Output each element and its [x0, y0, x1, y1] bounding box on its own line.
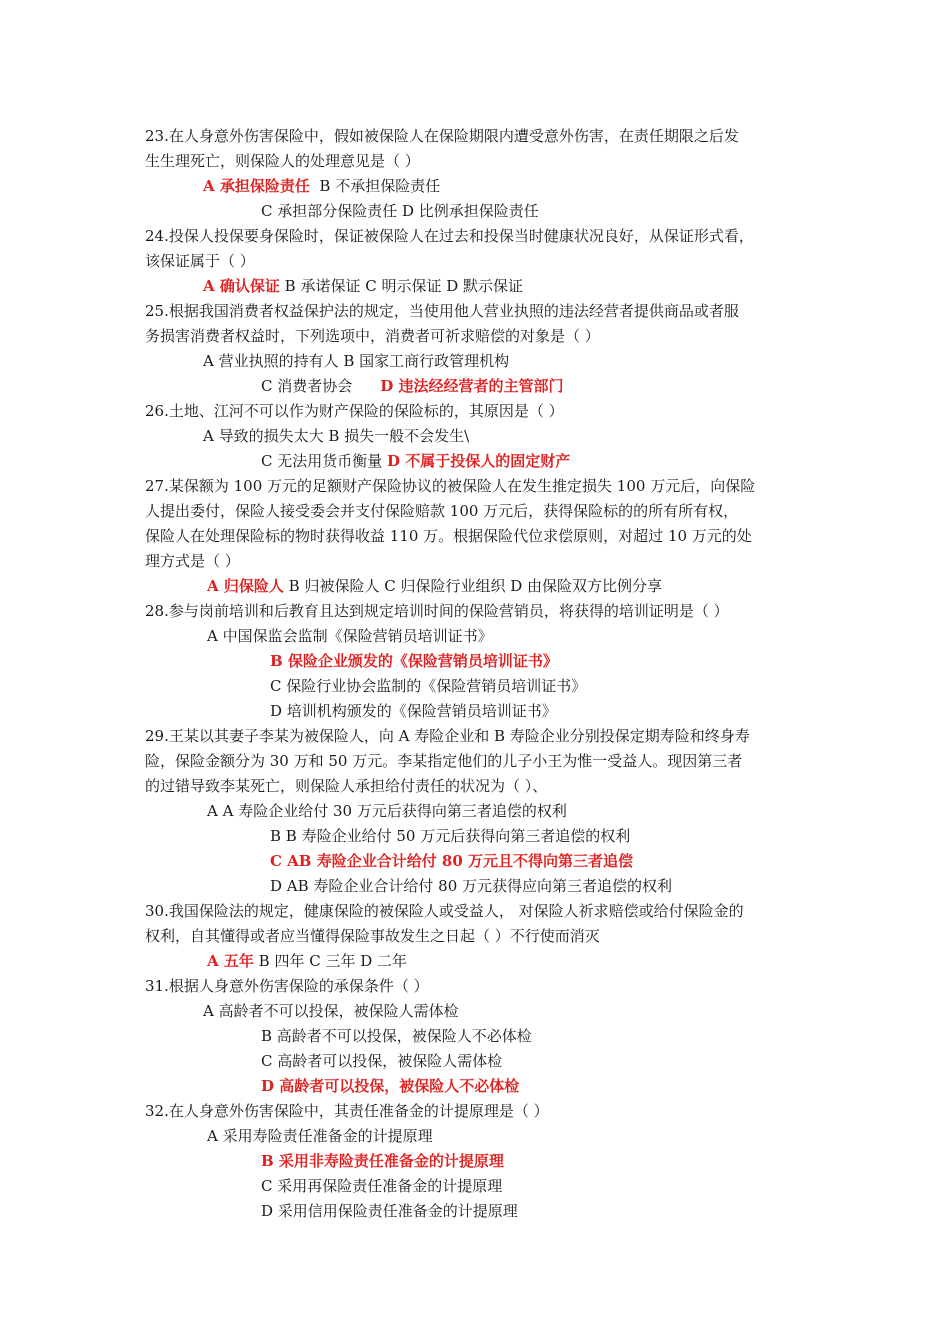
question-30-line-1: 30.我国保险法的规定，健康保险的被保险人或受益人， 对保险人祈求赔偿或给付保险金的 — [145, 902, 744, 920]
question-32-option-b-correct: B 采用非寿险责任准备金的计提原理 — [261, 1152, 504, 1170]
correct-answer: A 承担保险责任 — [203, 177, 310, 195]
question-31-option-a: A 高龄者不可以投保，被保险人需体检 — [203, 1002, 459, 1020]
question-32-line-1: 32.在人身意外伤害保险中，其责任准备金的计提原理是（ ） — [145, 1102, 549, 1120]
question-29-option-a: A A 寿险企业给付 30 万元后获得向第三者追偿的权利 — [207, 802, 567, 820]
question-27-line-2: 人提出委付，保险人接受委会并支付保险赔款 100 万元后，获得保险标的的所有所有权， — [145, 502, 739, 520]
question-27-options: A 归保险人 B 归被保险人 C 归保险行业组织 D 由保险双方比例分享 — [207, 577, 663, 595]
question-24-options: A 确认保证 B 承诺保证 C 明示保证 D 默示保证 — [203, 277, 524, 295]
question-27-line-4: 理方式是（ ） — [145, 552, 240, 570]
question-29-option-c-correct: C AB 寿险企业合计给付 80 万元且不得向第三者追偿 — [270, 852, 634, 870]
question-29-option-b: B B 寿险企业给付 50 万元后获得向第三者追偿的权利 — [270, 827, 631, 845]
question-31-option-d-correct: D 高龄者可以投保，被保险人不必体检 — [261, 1077, 520, 1095]
question-25-options-ab: A 营业执照的持有人 B 国家工商行政管理机构 — [203, 352, 510, 370]
question-29-line-1: 29.王某以其妻子李某为被保险人，向 A 寿险企业和 B 寿险企业分别投保定期寿险和终身寿 — [145, 727, 750, 745]
question-23-line-1: 23.在人身意外伤害保险中，假如被保险人在保险期限内遭受意外伤害，在责任期限之后发 — [145, 127, 739, 145]
question-32-option-a: A 采用寿险责任准备金的计提原理 — [207, 1127, 433, 1145]
question-27-line-1: 27.某保额为 100 万元的足额财产保险协议的被保险人在发生推定损失 100 万元后，向保险 — [145, 477, 756, 495]
question-26-options-ab: A 导致的损失太大 B 损失一般不会发生\ — [203, 427, 470, 445]
question-30-line-2: 权利，自其懂得或者应当懂得保险事故发生之日起（ ）不行使而消灭 — [145, 927, 600, 945]
question-23-line-2: 生生理死亡，则保险人的处理意见是（ ） — [145, 152, 420, 170]
question-30-options: A 五年 B 四年 C 三年 D 二年 — [207, 952, 408, 970]
question-28-option-b-correct: B 保险企业颁发的《保险营销员培训证书》 — [270, 652, 558, 670]
question-27-line-3: 保险人在处理保险标的物时获得收益 110 万。根据保险代位求偿原则，对超过 10 万元的处 — [145, 527, 752, 545]
question-32-option-d: D 采用信用保险责任准备金的计提原理 — [261, 1202, 518, 1220]
question-29-line-2: 险，保险金额分为 30 万和 50 万元。李某指定他们的儿子小王为惟一受益人。现因第三者 — [145, 752, 743, 770]
correct-answer: D 违法经经营者的主管部门 — [380, 377, 564, 395]
correct-answer: A 归保险人 — [207, 577, 284, 595]
question-26-line-1: 26.土地、江河不可以作为财产保险的保险标的，其原因是（ ） — [145, 402, 564, 420]
question-25-line-2: 务损害消费者权益时，下列选项中，消费者可祈求赔偿的对象是（ ） — [145, 327, 600, 345]
question-26-options-cd: C 无法用货币衡量 D 不属于投保人的固定财产 — [261, 452, 571, 470]
question-28-option-d: D 培训机构颁发的《保险营销员培训证书》 — [270, 702, 557, 720]
question-31-line-1: 31.根据人身意外伤害保险的承保条件（ ） — [145, 977, 429, 995]
correct-answer: A 确认保证 — [203, 277, 280, 295]
question-24-line-2: 该保证属于（ ） — [145, 252, 255, 270]
question-28-option-c: C 保险行业协会监制的《保险营销员培训证书》 — [270, 677, 587, 695]
question-23-options-cd: C 承担部分保险责任 D 比例承担保险责任 — [261, 202, 539, 220]
question-23-options-ab: A 承担保险责任 B 不承担保险责任 — [203, 177, 441, 195]
question-32-option-c: C 采用再保险责任准备金的计提原理 — [261, 1177, 503, 1195]
correct-answer: A 五年 — [207, 952, 254, 970]
question-31-option-b: B 高龄者不可以投保，被保险人不必体检 — [261, 1027, 532, 1045]
question-29-option-d: D AB 寿险企业合计给付 80 万元获得应向第三者追偿的权利 — [270, 877, 673, 895]
question-28-line-1: 28.参与岗前培训和后教育且达到规定培训时间的保险营销员，将获得的培训证明是（ ） — [145, 602, 729, 620]
question-28-option-a: A 中国保监会监制《保险营销员培训证书》 — [207, 627, 493, 645]
question-31-option-c: C 高龄者可以投保，被保险人需体检 — [261, 1052, 503, 1070]
question-29-line-3: 的过错导致李某死亡，则保险人承担给付责任的状况为（ ）、 — [145, 777, 548, 795]
question-24-line-1: 24.投保人投保要身保险时，保证被保险人在过去和投保当时健康状况良好，从保证形式看， — [145, 227, 754, 245]
question-25-options-cd: C 消费者协会 D 违法经经营者的主管部门 — [261, 377, 564, 395]
correct-answer: D 不属于投保人的固定财产 — [387, 452, 571, 470]
question-25-line-1: 25.根据我国消费者权益保护法的规定，当使用他人营业执照的违法经营者提供商品或者服 — [145, 302, 739, 320]
